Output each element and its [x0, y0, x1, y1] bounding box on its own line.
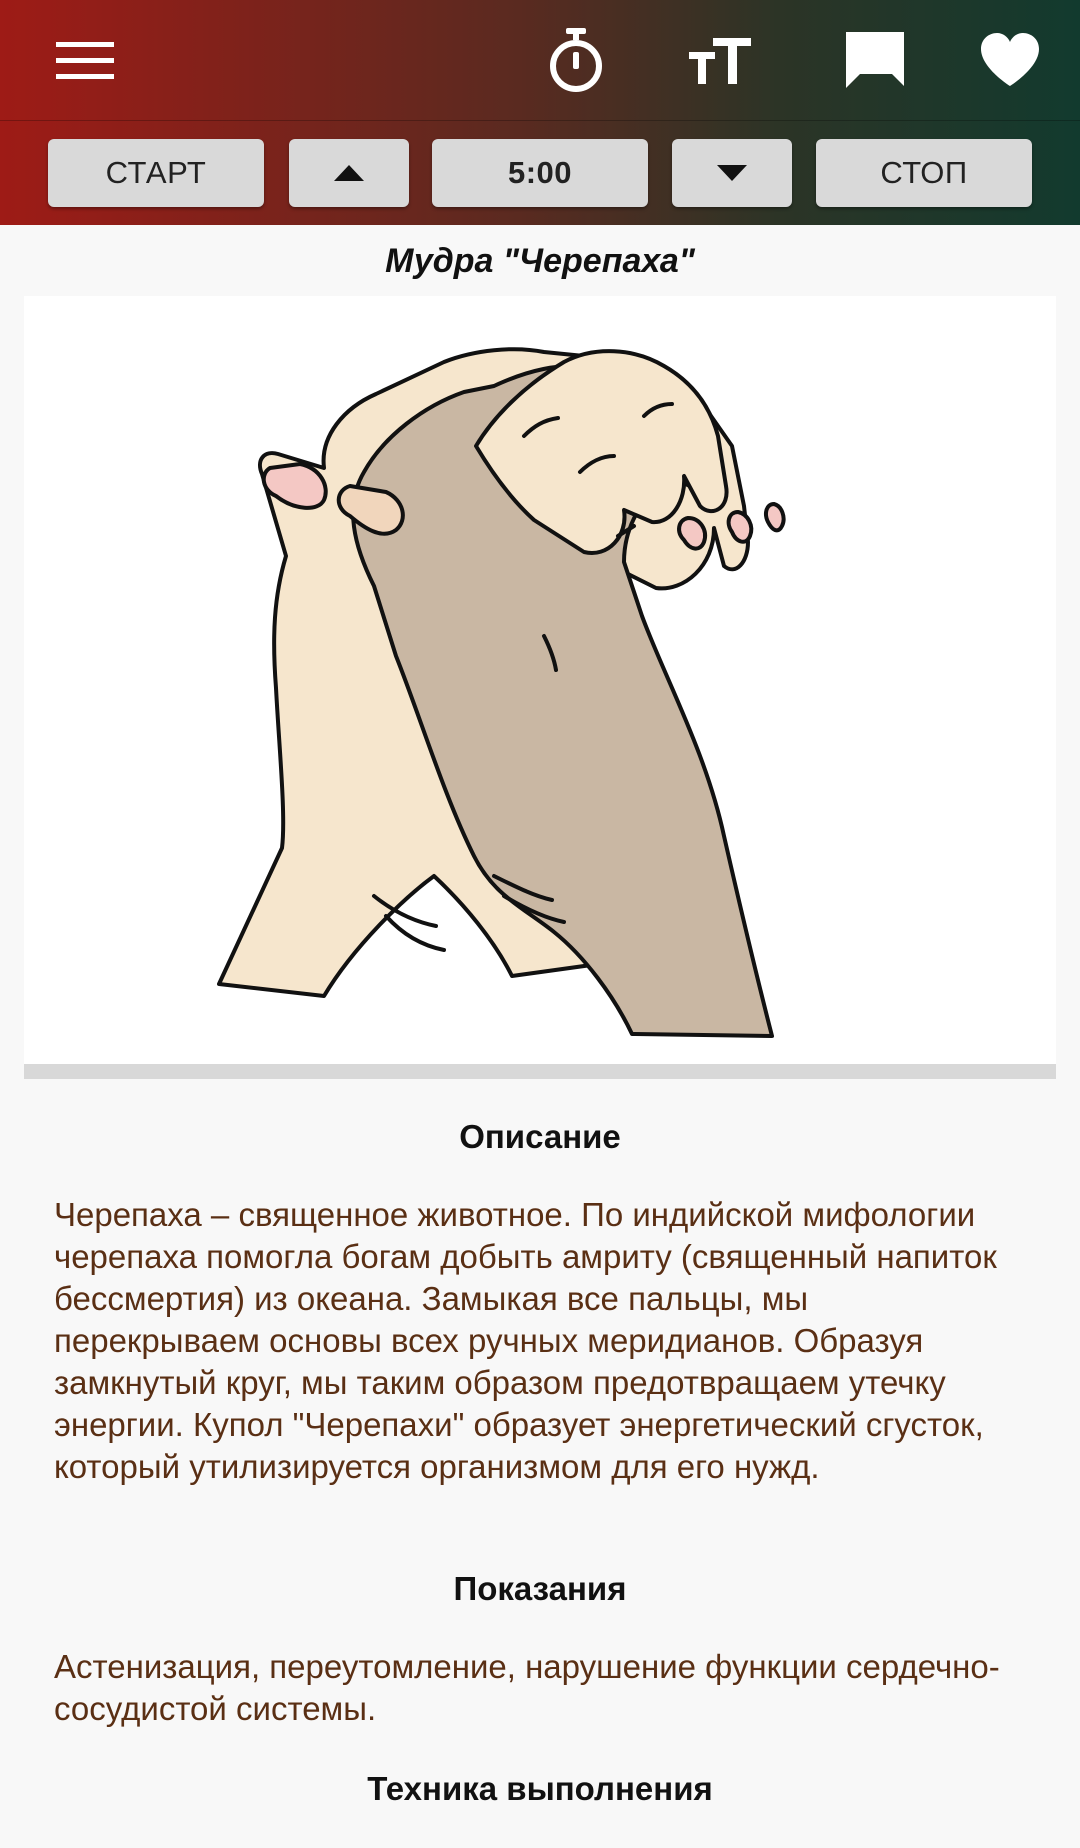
top-app-bar [0, 0, 1080, 225]
heart-icon [979, 32, 1041, 88]
text-size-button[interactable] [676, 0, 764, 120]
indications-heading: Показания [453, 1570, 627, 1607]
clasped-hands-illustration [24, 296, 1056, 1064]
image-divider [24, 1064, 1056, 1079]
arrow-down-icon [717, 165, 747, 181]
menu-icon [56, 38, 114, 82]
mudra-title: Мудра "Черепаха" [385, 242, 695, 280]
comments-button[interactable] [820, 0, 930, 120]
favorite-button[interactable] [962, 0, 1058, 120]
decrease-time-button[interactable] [672, 139, 792, 207]
toolbar [0, 0, 1080, 120]
mudra-illustration [24, 296, 1056, 1064]
indications-text: Астенизация, переутомление, нарушение функции сердечно-сосудистой системы. [54, 1648, 1000, 1727]
increase-time-button[interactable] [289, 139, 409, 207]
timer-button[interactable] [532, 0, 620, 120]
text-size-icon [689, 34, 751, 86]
timer-controls [0, 120, 1080, 226]
description-text: Черепаха – священное животное. По индийской мифологии черепаха помогла богам добыть амриту (священный напиток бессмертия) из океана. Замыкая все пальцы, мы перекрываем основы всех ручных меридианов. Образуя замкнутый круг, мы таким образом предотвращаем утечку энергии. Купол "Черепахи" образует энергетический сгусток, который утилизируется организмом для его нужд. [54, 1196, 997, 1485]
arrow-up-icon [334, 165, 364, 181]
time-display-button[interactable]: 5:00 [432, 139, 648, 207]
menu-button[interactable] [40, 0, 130, 120]
chat-icon [844, 30, 906, 90]
description-heading: Описание [459, 1118, 621, 1155]
stopwatch-icon [546, 28, 606, 92]
stop-button[interactable]: СТОП [816, 139, 1032, 207]
technique-heading: Техника выполнения [367, 1770, 713, 1807]
start-button[interactable]: СТАРТ [48, 139, 264, 207]
